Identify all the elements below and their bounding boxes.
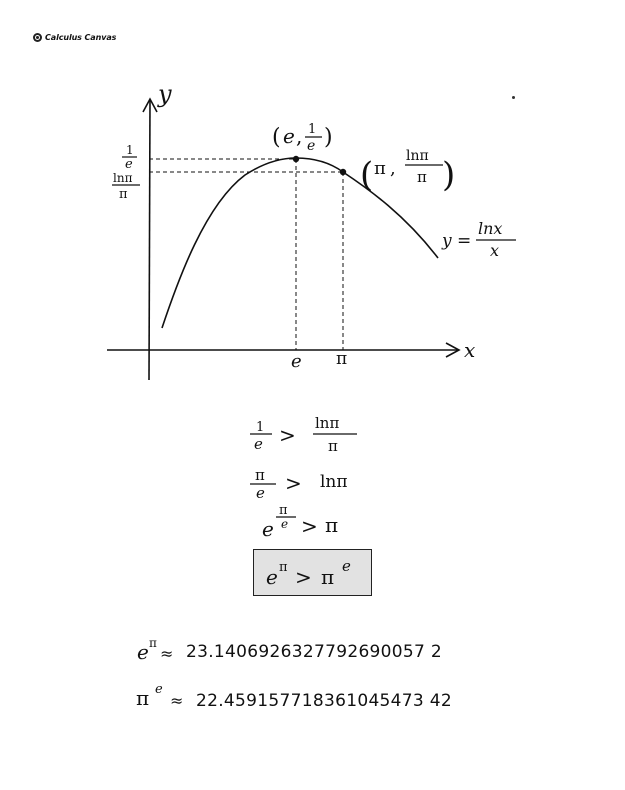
max-point-x: e [283,124,295,148]
max-point-open-paren: ( [272,125,281,150]
y-tick-1-den: e [125,157,133,172]
max-point-y-den: e [307,138,316,154]
y-tick-2-num: lnπ [113,171,133,185]
step1-operator: > [279,423,296,447]
curve-label-num: lnx [478,219,503,238]
y-axis-label: y [158,80,172,108]
result-rhs-exp: e [342,557,351,575]
pi-e-approx: ≈ [170,691,184,710]
step1-left-den: e [254,435,263,453]
pi-point-comma: , [390,158,396,179]
step2-operator: > [285,471,302,495]
x-tick-pi: π [336,349,348,369]
max-point-close-paren: ) [324,125,333,150]
result-lhs-exp: π [279,560,288,575]
step1-right-num: lnπ [315,414,340,432]
x-tick-e: e [291,351,302,372]
pi-point-x: π [374,158,386,179]
pi-e-value: 22.459157718361045473 42 [196,691,452,711]
result-operator: > [295,565,312,589]
curve-label-lhs: y = [442,231,472,251]
result-rhs-base: π [321,565,335,589]
x-axis-label: x [464,338,476,362]
step1-left-num: 1 [256,420,265,435]
y-tick-2-den: π [119,187,128,202]
e-pi-value: 23.1406926327792690057 2 [186,642,442,662]
pi-point-open-paren: ( [360,155,374,195]
step2-left-num: π [255,466,265,484]
pi-e-exp: e [155,682,163,697]
result-lhs-base: e [266,565,278,589]
e-pi-approx: ≈ [160,644,174,663]
step3-operator: > [301,514,318,538]
pi-point-close-paren: ) [442,155,456,195]
step3-right: π [325,513,339,537]
pi-e-base: π [136,686,150,710]
e-pi-base: e [137,640,149,664]
pi-point-y-den: π [417,168,427,186]
step1-right-den: π [328,437,338,455]
brand-name: Calculus Canvas [45,33,117,42]
step3-exp-den: e [281,517,289,531]
y-tick-1-num: 1 [126,143,134,157]
step2-right: lnπ [320,472,348,492]
step3-base: e [262,517,274,541]
step3-exp-num: π [279,503,288,518]
curve-label-den: x [490,241,500,260]
pi-point-y-num: lnπ [406,148,429,164]
max-point-comma: , [296,124,303,148]
e-pi-exp: π [149,636,157,650]
step2-left-den: e [256,484,265,502]
max-point-y-num: 1 [308,122,317,137]
